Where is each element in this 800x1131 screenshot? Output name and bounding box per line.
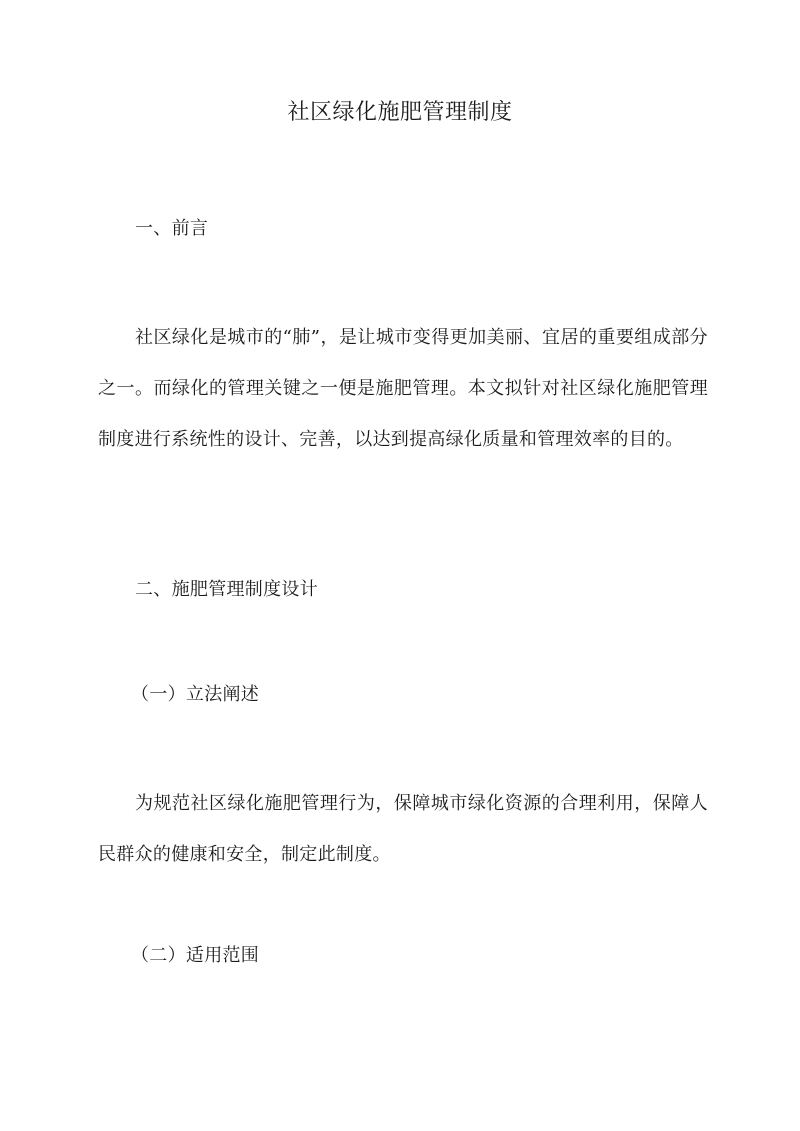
legislation-paragraph: 为规范社区绿化施肥管理行为，保障城市绿化资源的合理利用，保障人民群众的健康和安全，制定此制度。 [98, 793, 708, 865]
section-heading-design: 二、施肥管理制度设计 [135, 579, 318, 600]
subsection-heading-scope: （二）适用范围 [131, 945, 260, 966]
document-title: 社区绿化施肥管理制度 [287, 100, 513, 125]
subsection-heading-legislation: （一）立法阐述 [131, 684, 260, 705]
preface-paragraph: 社区绿化是城市的“肺”，是让城市变得更加美丽、宜居的重要组成部分之一。而绿化的管理关键之一便是施肥管理。本文拟针对社区绿化施肥管理制度进行系统性的设计、完善，以达到提高绿化质量和管理效率的目的。 [98, 327, 708, 450]
section-heading-preface: 一、前言 [135, 218, 209, 239]
